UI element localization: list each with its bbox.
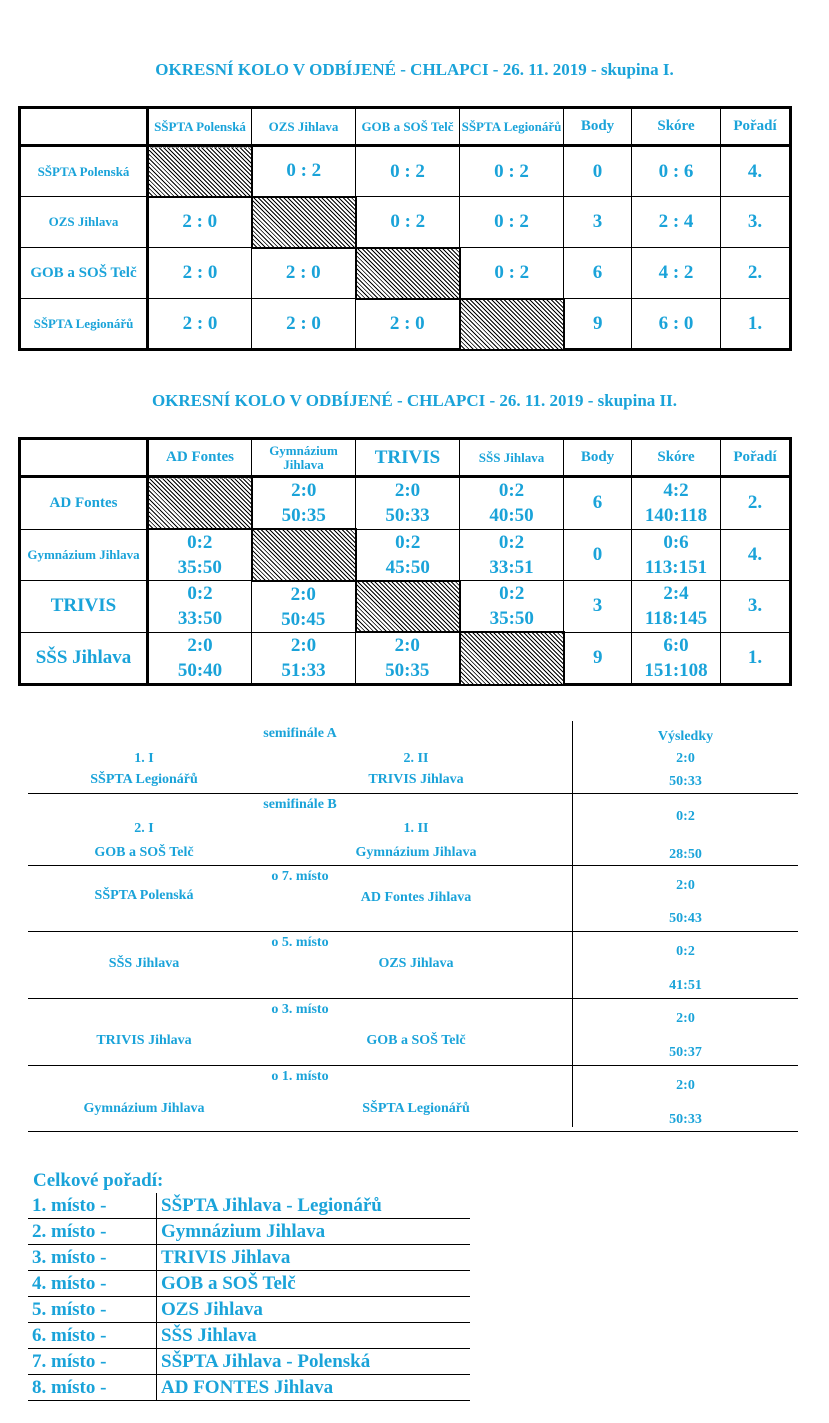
result-cell — [356, 632, 460, 685]
header-cell: Pořadí — [721, 439, 791, 477]
hatched-cell — [356, 248, 460, 299]
match-points: 28:50 — [669, 847, 702, 862]
team: GOB a SOŠ Telč — [157, 1271, 471, 1297]
team-name: AD Fontes — [20, 477, 148, 530]
header-cell: Skóre — [632, 439, 721, 477]
header-cell: AD Fontes — [148, 439, 252, 477]
team: AD FONTES Jihlava — [157, 1375, 471, 1401]
standings-row — [28, 1323, 470, 1349]
header-cell: Body — [564, 108, 632, 146]
result-cell: 0 : 2 — [460, 197, 564, 248]
result-cell — [460, 529, 564, 581]
team-a: TRIVIS Jihlava — [96, 1033, 192, 1048]
match-row — [28, 721, 798, 794]
header-cell: SŠPTA Polenská — [148, 108, 252, 146]
seed-b: 1. II — [403, 821, 429, 836]
score-cell: 6 : 0 — [632, 299, 721, 350]
sets: 2:0 — [291, 480, 317, 501]
match-sets: 2:0 — [676, 751, 695, 766]
finals-section — [28, 721, 798, 1132]
score-cell: 0 : 6 — [632, 146, 721, 197]
header-cell: TRIVIS — [356, 439, 460, 477]
points-cell: 6 — [564, 477, 632, 530]
match-stage: o 3. místo — [271, 1002, 329, 1017]
place: 7. místo - — [28, 1349, 157, 1375]
team-b: AD Fontes Jihlava — [360, 890, 472, 905]
team-b: OZS Jihlava — [378, 956, 454, 971]
points-cell: 3 — [564, 581, 632, 633]
result-cell: 2 : 0 — [148, 248, 252, 299]
group2-title: OKRESNÍ KOLO V ODBÍJENÉ - CHLAPCI - 26. 11. 2019 - skupina II. — [151, 391, 678, 410]
score-cell — [632, 529, 721, 581]
team-name: TRIVIS — [20, 581, 148, 633]
corner-cell — [20, 108, 148, 146]
points: 113:151 — [644, 556, 708, 578]
points-cell: 3 — [564, 197, 632, 248]
team-b: GOB a SOŠ Telč — [366, 1033, 466, 1048]
match-sets: 2:0 — [676, 878, 695, 893]
rank-cell: 4. — [721, 146, 791, 197]
seed-b: 2. II — [403, 751, 429, 766]
hatched-cell — [252, 529, 356, 581]
rank-cell: 3. — [721, 581, 791, 633]
points: 50:40 — [177, 659, 223, 681]
standings-row — [28, 1245, 470, 1271]
match-stage: semifinále B — [263, 797, 337, 812]
points: 35:50 — [177, 557, 222, 578]
score-cell: 2 : 4 — [632, 197, 721, 248]
header-cell: Body — [564, 439, 632, 477]
result-cell — [148, 581, 252, 633]
header-cell: SŠS Jihlava — [460, 439, 564, 477]
team-name: GOB a SOŠ Telč — [20, 248, 148, 299]
table-row — [20, 197, 791, 248]
match-points: 50:33 — [669, 1112, 702, 1127]
team: OZS Jihlava — [157, 1297, 471, 1323]
standings-row — [28, 1349, 470, 1375]
table-row — [20, 529, 791, 581]
result-cell: 2 : 0 — [252, 299, 356, 350]
result-cell: 0 : 2 — [356, 197, 460, 248]
sets: 2:0 — [394, 480, 421, 502]
results-header: Výsledky — [657, 729, 714, 744]
table-row — [20, 477, 791, 530]
match-points: 50:37 — [669, 1045, 702, 1060]
team-name: SŠPTA Polenská — [20, 146, 148, 197]
result-cell — [252, 477, 356, 530]
hatched-cell — [148, 477, 252, 530]
group2-table — [18, 437, 792, 686]
table-row — [20, 146, 791, 197]
result-cell: 0 : 2 — [356, 146, 460, 197]
match-stage: semifinále A — [263, 726, 337, 741]
seed-a: 1. I — [134, 751, 154, 766]
result-cell: 2 : 0 — [148, 299, 252, 350]
points: 50:35 — [385, 660, 430, 681]
team-a: SŠPTA Legionářů — [90, 772, 198, 787]
team-name: OZS Jihlava — [20, 197, 148, 248]
hatched-cell — [252, 197, 356, 248]
team-a: Gymnázium Jihlava — [83, 1101, 205, 1116]
team-name: SŠPTA Legionářů — [20, 299, 148, 350]
place: 8. místo - — [28, 1375, 157, 1401]
points: 35:50 — [489, 608, 534, 629]
points-cell: 6 — [564, 248, 632, 299]
points-cell: 0 — [564, 146, 632, 197]
points: 45:50 — [385, 556, 430, 578]
team: SŠPTA Jihlava - Legionářů — [157, 1193, 471, 1219]
header-cell: Pořadí — [721, 108, 791, 146]
hatched-cell — [356, 581, 460, 633]
result-cell — [460, 477, 564, 530]
result-cell — [252, 632, 356, 685]
place: 5. místo - — [28, 1297, 157, 1323]
hatched-cell — [460, 299, 564, 350]
match-stage: o 5. místo — [271, 935, 329, 950]
result-cell: 2 : 0 — [148, 197, 252, 248]
header-cell: Gymnázium Jihlava — [252, 439, 356, 477]
sets: 2:0 — [394, 635, 420, 656]
standings-row — [28, 1297, 470, 1323]
sets: 0:2 — [187, 583, 213, 605]
points: 50:45 — [281, 608, 326, 630]
team: Gymnázium Jihlava — [157, 1219, 471, 1245]
group1-table — [18, 106, 792, 351]
match-points: 50:33 — [669, 774, 702, 789]
group1-title: OKRESNÍ KOLO V ODBÍJENÉ - CHLAPCI - 26. 11. 2019 - skupina I. — [155, 60, 674, 79]
sets: 0:2 — [395, 531, 421, 553]
place: 3. místo - — [28, 1245, 157, 1271]
match-sets: 0:2 — [676, 809, 695, 824]
sets: 2:4 — [663, 583, 689, 605]
points: 51:33 — [281, 659, 326, 681]
result-cell — [148, 632, 252, 685]
result-cell — [252, 581, 356, 633]
match-row — [28, 999, 798, 1066]
score-cell: 4 : 2 — [632, 248, 721, 299]
standings-table — [28, 1193, 470, 1401]
score-cell — [632, 477, 721, 530]
points: 118:145 — [644, 608, 708, 630]
points: 140:118 — [644, 505, 708, 527]
points-cell: 0 — [564, 529, 632, 581]
table-row — [20, 299, 791, 350]
table-row — [20, 632, 791, 685]
result-cell — [356, 477, 460, 530]
corner-cell — [20, 439, 148, 477]
score-cell — [632, 581, 721, 633]
sets: 2:0 — [290, 583, 316, 605]
sets: 0:2 — [187, 532, 213, 553]
match-stage: o 7. místo — [271, 869, 329, 884]
result-cell: 2 : 0 — [252, 248, 356, 299]
points: 151:108 — [644, 659, 708, 681]
sets: 4:2 — [663, 480, 689, 502]
points: 40:50 — [489, 505, 534, 527]
place: 6. místo - — [28, 1323, 157, 1349]
match-sets: 0:2 — [676, 944, 695, 959]
points: 33:50 — [177, 608, 223, 630]
points: 50:33 — [385, 505, 430, 527]
rank-cell: 3. — [721, 197, 791, 248]
points: 33:51 — [489, 556, 534, 578]
sets: 2:0 — [290, 634, 317, 656]
standings-title: Celkové pořadí: — [33, 1170, 164, 1191]
sets: 0:6 — [663, 531, 689, 553]
result-cell: 0 : 2 — [460, 146, 564, 197]
result-cell — [356, 529, 460, 581]
result-cell: 0 : 2 — [252, 146, 356, 197]
header-cell: OZS Jihlava — [252, 108, 356, 146]
team-name: Gymnázium Jihlava — [20, 529, 148, 581]
rank-cell: 1. — [721, 299, 791, 350]
team-a: SŠS Jihlava — [108, 956, 180, 971]
match-points: 41:51 — [669, 978, 702, 993]
sets: 0:2 — [498, 531, 525, 553]
match-row — [28, 932, 798, 999]
result-cell: 2 : 0 — [356, 299, 460, 350]
score-cell — [632, 632, 721, 685]
rank-cell: 4. — [721, 529, 791, 581]
seed-a: 2. I — [134, 821, 154, 836]
standings-row — [28, 1375, 470, 1401]
match-stage: o 1. místo — [271, 1069, 329, 1084]
team: SŠPTA Jihlava - Polenská — [157, 1349, 471, 1375]
team-b: TRIVIS Jihlava — [368, 772, 464, 787]
points-cell: 9 — [564, 632, 632, 685]
match-points: 50:43 — [669, 911, 702, 926]
points: 50:35 — [281, 505, 326, 526]
result-cell: 0 : 2 — [460, 248, 564, 299]
match-row — [28, 794, 798, 866]
match-sets: 2:0 — [676, 1011, 695, 1026]
sets: 2:0 — [187, 634, 213, 656]
hatched-cell — [460, 632, 564, 685]
place: 2. místo - — [28, 1219, 157, 1245]
team-b: SŠPTA Legionářů — [362, 1101, 470, 1116]
table-row — [20, 581, 791, 633]
match-row — [28, 1066, 798, 1132]
rank-cell: 2. — [721, 477, 791, 530]
team-b: Gymnázium Jihlava — [355, 845, 477, 860]
standings-row — [28, 1219, 470, 1245]
rank-cell: 2. — [721, 248, 791, 299]
place: 1. místo - — [28, 1193, 157, 1219]
header-cell: GOB a SOŠ Telč — [356, 108, 460, 146]
team: SŠS Jihlava — [157, 1323, 471, 1349]
match-sets: 2:0 — [676, 1078, 695, 1093]
sets: 6:0 — [663, 634, 689, 656]
header-cell: Skóre — [632, 108, 721, 146]
standings-row — [28, 1271, 470, 1297]
rank-cell: 1. — [721, 632, 791, 685]
result-cell — [148, 529, 252, 581]
points-cell: 9 — [564, 299, 632, 350]
sets: 0:2 — [499, 583, 525, 604]
standings-row — [28, 1193, 470, 1219]
team-a: SŠPTA Polenská — [94, 888, 194, 903]
sets: 0:2 — [498, 480, 525, 502]
hatched-cell — [148, 146, 252, 197]
header-cell: SŠPTA Legionářů — [460, 108, 564, 146]
place: 4. místo - — [28, 1271, 157, 1297]
team-a: GOB a SOŠ Telč — [94, 845, 194, 860]
result-cell — [460, 581, 564, 633]
team: TRIVIS Jihlava — [157, 1245, 471, 1271]
team-name: SŠS Jihlava — [20, 632, 148, 685]
match-row — [28, 866, 798, 932]
table-row — [20, 248, 791, 299]
